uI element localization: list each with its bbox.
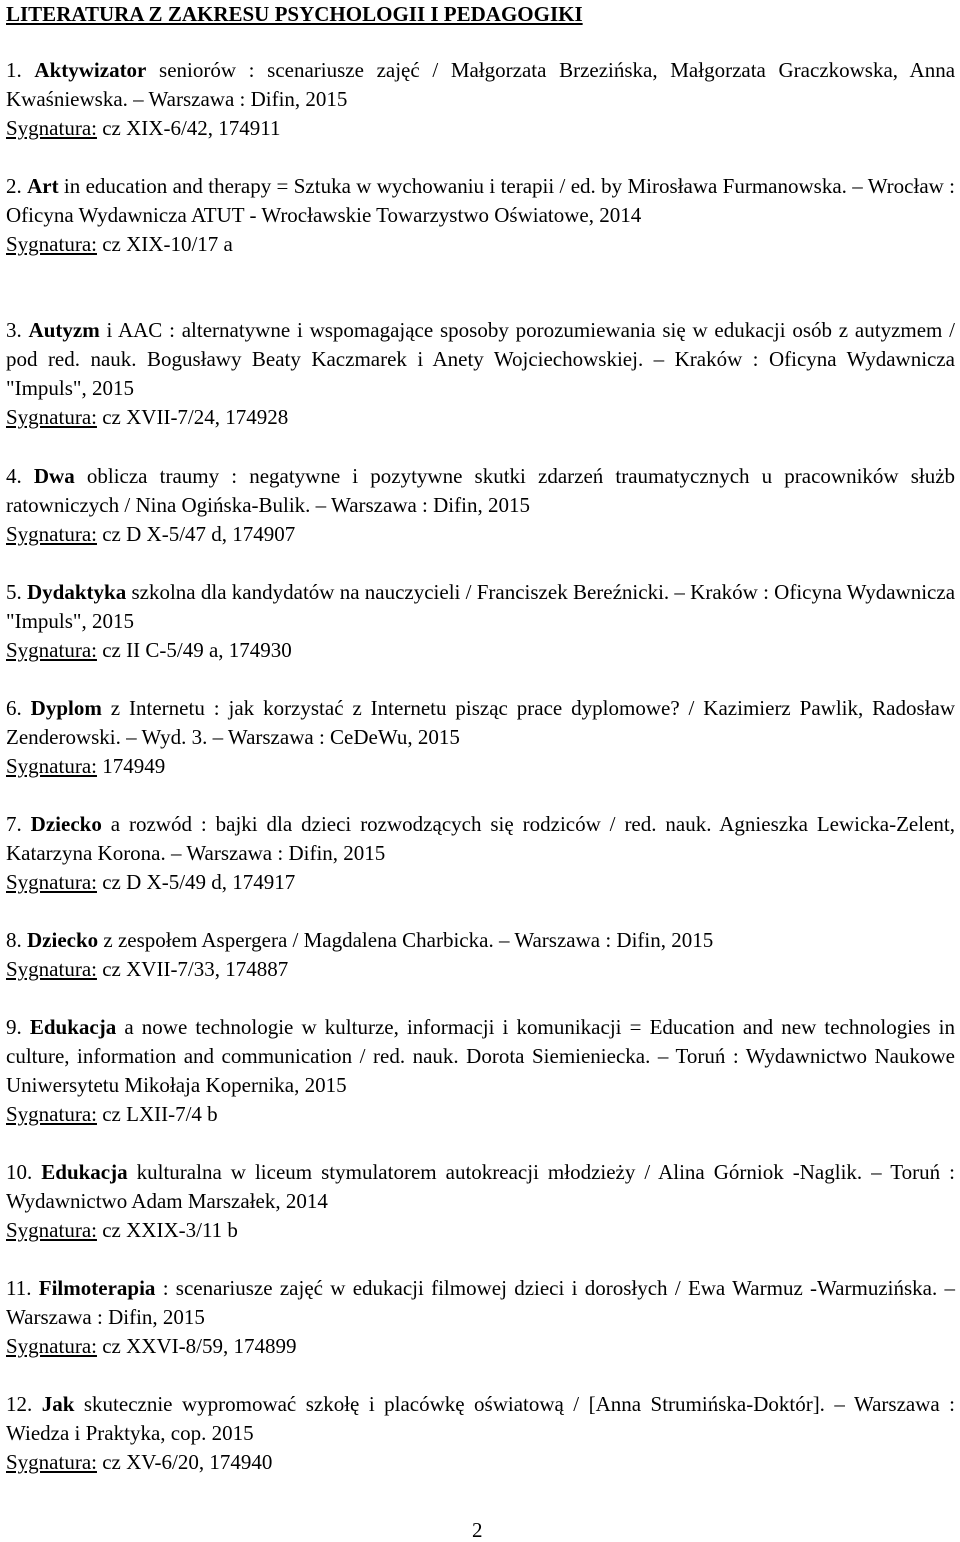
entry-description [6,1390,955,1448]
entry-signature [6,230,955,259]
entry-signature [6,868,955,897]
signature-label: Sygnatura: [6,1218,97,1242]
entry-text: : scenariusze zajęć w edukacji filmowej dzieci i dorosłych / Ewa Warmuz -Warmuzińska. – Warszawa : Difin, 2015 [6,1276,956,1329]
entry-description [6,810,955,868]
entry-keyword: Dyplom [30,696,102,720]
bibliography-entry [6,694,955,781]
signature-label: Sygnatura: [6,638,97,662]
entry-number: 2. [6,174,22,198]
entry-number: 5. [6,580,22,604]
bibliography-entry [6,172,955,259]
bibliography-entry [6,810,955,897]
entry-text: oblicza traumy : negatywne i pozytywne skutki zdarzeń traumatycznych u pracowników służb ratowniczych / Nina Ogińska-Bulik. – Warszawa : Difin, 2015 [6,464,956,517]
signature-label: Sygnatura: [6,116,97,140]
entry-text: z Internetu : jak korzystać z Internetu pisząc prace dyplomowe? / Kazimierz Pawlik, Radosław Zenderowski. – Wyd. 3. – Warszawa : CeDeWu, 2015 [6,696,955,749]
signature-label: Sygnatura: [6,232,97,256]
signature-value: cz XVII-7/24, 174928 [102,405,289,429]
entry-signature [6,752,955,781]
signature-label: Sygnatura: [6,405,97,429]
entry-signature [6,636,955,665]
entry-description [6,1013,955,1100]
signature-value: cz D X-5/49 d, 174917 [102,870,296,894]
entry-number: 8. [6,928,22,952]
signature-value: 174949 [102,754,166,778]
signature-value: cz II C-5/49 a, 174930 [102,638,292,662]
entry-keyword: Autyzm [28,318,100,342]
signature-label: Sygnatura: [6,1334,97,1358]
entry-signature [6,1100,955,1129]
entry-text: szkolna dla kandydatów na nauczycieli / Franciszek Bereźnicki. – Kraków : Oficyna Wydawnicza "Impuls", 2015 [6,580,956,633]
signature-value: cz D X-5/47 d, 174907 [102,522,296,546]
entry-description [6,578,955,636]
signature-label: Sygnatura: [6,754,97,778]
entry-text: seniorów : scenariusze zajęć / Małgorzata Brzezińska, Małgorzata Graczkowska, Anna Kwaśniewska. – Warszawa : Difin, 2015 [6,58,956,111]
entry-number: 1. [6,58,22,82]
entry-description [6,172,955,230]
entry-keyword: Dziecko [30,812,102,836]
bibliography-entry [6,1274,955,1361]
entry-number: 12. [6,1392,33,1416]
signature-value: cz LXII-7/4 b [102,1102,218,1126]
entry-keyword: Edukacja [29,1015,117,1039]
signature-value: cz XIX-10/17 a [102,232,233,256]
signature-label: Sygnatura: [6,522,97,546]
entry-text: a rozwód : bajki dla dzieci rozwodzących się rodziców / red. nauk. Agnieszka Lewicka-Zelent, Katarzyna Korona. – Warszawa : Difin, 2015 [6,812,955,865]
entry-number: 3. [6,318,22,342]
entry-keyword: Dwa [33,464,75,488]
entry-text: i AAC : alternatywne i wspomagające sposoby porozumiewania się w edukacji osób z autyzmem / pod red. nauk. Bogusławy Beaty Kaczmarek i Anety Wojciechowskiej. – Kraków : Oficyna Wydawnicza "Impuls", 2015 [6,318,956,400]
entry-keyword: Dziecko [27,928,99,952]
page-number: 2 [472,1518,483,1542]
bibliography-entry [6,578,955,665]
entry-number: 4. [6,464,22,488]
entry-keyword: Art [27,174,59,198]
entry-keyword: Dydaktyka [27,580,127,604]
entry-description [6,1158,955,1216]
bibliography-entry [6,926,955,984]
page-title: LITERATURA Z ZAKRESU PSYCHOLOGII I PEDAGOGIKI [6,2,583,26]
entry-description [6,316,955,403]
signature-label: Sygnatura: [6,870,97,894]
signature-value: cz XXIX-3/11 b [102,1218,238,1242]
entry-text: in education and therapy = Sztuka w wychowaniu i terapii / ed. by Mirosława Furmanowska. – Wrocław : Oficyna Wydawnicza ATUT - Wrocławskie Towarzystwo Oświatowe, 2014 [6,174,955,227]
entry-number: 6. [6,696,22,720]
entry-text: z zespołem Aspergera / Magdalena Charbicka. – Warszawa : Difin, 2015 [103,928,714,952]
bibliography-entry [6,462,955,549]
signature-value: cz XIX-6/42, 174911 [102,116,281,140]
entry-number: 10. [6,1160,33,1184]
entry-text: skutecznie wypromować szkołę i placówkę oświatową / [Anna Strumińska-Doktór]. – Warszawa : Wiedza i Praktyka, cop. 2015 [6,1392,956,1445]
entry-description [6,56,955,114]
entry-description [6,462,955,520]
entry-number: 7. [6,812,22,836]
signature-value: cz XXVI-8/59, 174899 [102,1334,297,1358]
signature-value: cz XV-6/20, 174940 [102,1450,273,1474]
entry-signature [6,1216,955,1245]
entry-signature [6,1448,955,1477]
signature-label: Sygnatura: [6,957,97,981]
bibliography-entry [6,56,955,143]
entry-description [6,926,955,955]
entry-text: kulturalna w liceum stymulatorem autokreacji młodzieży / Alina Górniok -Naglik. – Toruń : Wydawnictwo Adam Marszałek, 2014 [6,1160,955,1213]
entry-signature [6,403,955,432]
bibliography-entry [6,316,955,432]
bibliography-entry [6,1013,955,1129]
entry-keyword: Filmoterapia [38,1276,156,1300]
entry-keyword: Jak [41,1392,75,1416]
signature-label: Sygnatura: [6,1102,97,1126]
entry-number: 9. [6,1015,22,1039]
entry-keyword: Edukacja [41,1160,128,1184]
entry-description [6,694,955,752]
signature-label: Sygnatura: [6,1450,97,1474]
entry-number: 11. [6,1276,32,1300]
bibliography-entry [6,1158,955,1245]
bibliography-entry [6,1390,955,1477]
entry-text: a nowe technologie w kulturze, informacji i komunikacji = Education and new technologies in culture, information and communication / red. nauk. Dorota Siemieniecka. – Toruń : Wydawnictwo Naukowe Uniwersytetu Mikołaja Kopernika, 2015 [6,1015,955,1097]
entry-description [6,1274,955,1332]
entry-signature [6,520,955,549]
signature-value: cz XVII-7/33, 174887 [102,957,289,981]
entry-signature [6,955,955,984]
entry-signature [6,114,955,143]
entry-keyword: Aktywizator [34,58,147,82]
entry-signature [6,1332,955,1361]
